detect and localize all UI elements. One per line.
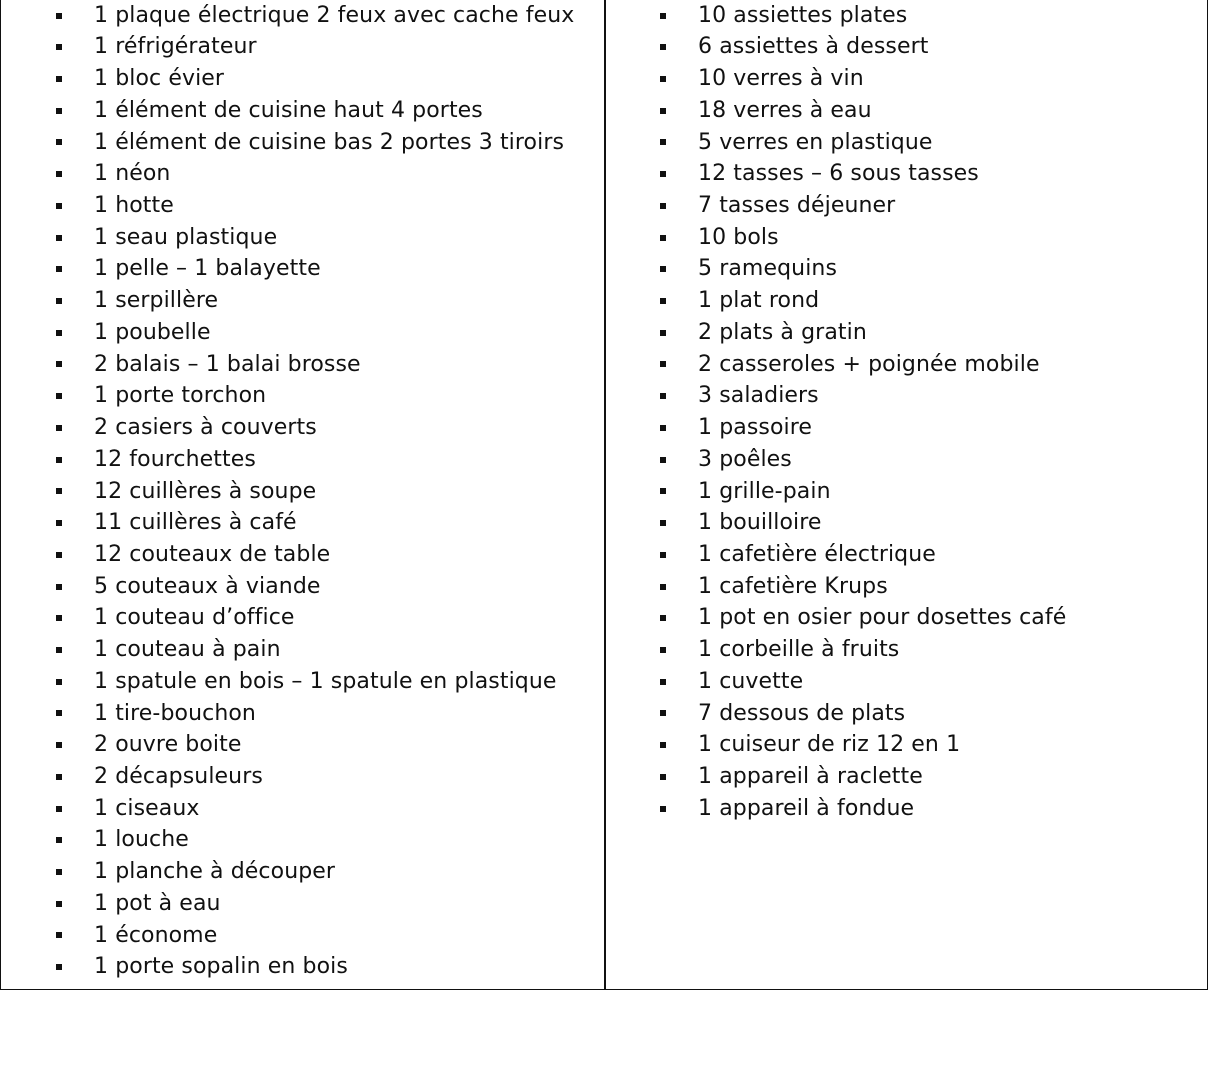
list-item (53, 507, 574, 539)
list-item-text: 1 plaque électrique 2 feux avec cache feux (94, 2, 575, 28)
list-item-text: 11 cuillères à café (94, 510, 297, 536)
square-bullet-icon (660, 139, 666, 145)
list-item-text: 1 cuiseur de riz 12 en 1 (698, 732, 961, 758)
list-item-text: 3 poêles (698, 446, 792, 472)
list-item (53, 793, 574, 825)
list-item (53, 127, 574, 159)
list-item (657, 666, 1066, 698)
square-bullet-icon (660, 330, 666, 336)
list-item-text: 1 néon (94, 161, 171, 187)
square-bullet-icon (56, 679, 62, 685)
list-item-text: 1 pot en osier pour dosettes café (698, 605, 1067, 631)
square-bullet-icon (660, 266, 666, 272)
list-item (53, 95, 574, 127)
list-item-text: 12 tasses – 6 sous tasses (698, 161, 979, 187)
list-item (657, 317, 1066, 349)
list-item-text: 1 appareil à raclette (698, 763, 923, 789)
square-bullet-icon (56, 552, 62, 558)
list-item-text: 10 verres à vin (698, 66, 864, 92)
list-item-text: 1 porte torchon (94, 383, 267, 409)
square-bullet-icon (56, 361, 62, 367)
square-bullet-icon (56, 139, 62, 145)
list-item-text: 12 cuillères à soupe (94, 478, 317, 504)
list-item-text: 6 assiettes à dessert (698, 34, 929, 60)
list-item (657, 793, 1066, 825)
square-bullet-icon (56, 742, 62, 748)
square-bullet-icon (56, 932, 62, 938)
list-item-text: 1 louche (94, 827, 189, 853)
square-bullet-icon (56, 584, 62, 590)
list-item (53, 222, 574, 254)
square-bullet-icon (660, 203, 666, 209)
square-bullet-icon (56, 806, 62, 812)
square-bullet-icon (660, 520, 666, 526)
list-item-text: 2 casseroles + poignée mobile (698, 351, 1040, 377)
list-item-text: 1 cafetière Krups (698, 573, 888, 599)
list-item (657, 476, 1066, 508)
square-bullet-icon (660, 647, 666, 653)
list-item (53, 602, 574, 634)
list-item (657, 571, 1066, 603)
square-bullet-icon (56, 901, 62, 907)
square-bullet-icon (56, 425, 62, 431)
square-bullet-icon (56, 457, 62, 463)
square-bullet-icon (56, 964, 62, 970)
list-item (53, 0, 574, 31)
list-item (53, 380, 574, 412)
list-item-text: 1 passoire (698, 415, 813, 441)
list-item (657, 190, 1066, 222)
list-item-text: 7 dessous de plats (698, 700, 906, 726)
list-item (53, 63, 574, 95)
list-item-text: 1 élément de cuisine haut 4 portes (94, 97, 483, 123)
list-item (53, 729, 574, 761)
left-column-list (53, 0, 574, 983)
square-bullet-icon (660, 774, 666, 780)
list-item (53, 571, 574, 603)
list-item-text: 12 fourchettes (94, 446, 256, 472)
list-item (657, 729, 1066, 761)
square-bullet-icon (660, 552, 666, 558)
list-item-text: 1 bloc évier (94, 66, 225, 92)
square-bullet-icon (660, 76, 666, 82)
list-item-text: 12 couteaux de table (94, 541, 331, 567)
list-item-text: 1 poubelle (94, 319, 211, 345)
square-bullet-icon (660, 235, 666, 241)
square-bullet-icon (56, 171, 62, 177)
square-bullet-icon (56, 76, 62, 82)
square-bullet-icon (56, 108, 62, 114)
square-bullet-icon (56, 774, 62, 780)
square-bullet-icon (56, 488, 62, 494)
square-bullet-icon (660, 488, 666, 494)
list-item (53, 920, 574, 952)
list-item (53, 539, 574, 571)
list-item (53, 349, 574, 381)
list-item (657, 158, 1066, 190)
list-item (53, 824, 574, 856)
square-bullet-icon (56, 520, 62, 526)
square-bullet-icon (56, 44, 62, 50)
list-item (657, 698, 1066, 730)
square-bullet-icon (660, 679, 666, 685)
list-item-text: 1 corbeille à fruits (698, 637, 900, 663)
list-item-text: 10 bols (698, 224, 779, 250)
list-item (53, 666, 574, 698)
list-item (657, 444, 1066, 476)
list-item (53, 31, 574, 63)
square-bullet-icon (660, 457, 666, 463)
list-item-text: 1 appareil à fondue (698, 795, 915, 821)
list-item (53, 317, 574, 349)
square-bullet-icon (56, 203, 62, 209)
list-item (657, 253, 1066, 285)
square-bullet-icon (660, 361, 666, 367)
list-item (53, 951, 574, 983)
square-bullet-icon (660, 425, 666, 431)
square-bullet-icon (56, 869, 62, 875)
square-bullet-icon (660, 710, 666, 716)
list-item-text: 1 planche à découper (94, 859, 336, 885)
list-item-text: 1 spatule en bois – 1 spatule en plastique (94, 668, 557, 694)
list-item-text: 1 serpillère (94, 288, 219, 314)
list-item (53, 761, 574, 793)
square-bullet-icon (660, 584, 666, 590)
square-bullet-icon (56, 13, 62, 19)
square-bullet-icon (56, 330, 62, 336)
list-item-text: 2 ouvre boite (94, 732, 242, 758)
list-item (657, 761, 1066, 793)
list-item-text: 5 verres en plastique (698, 129, 933, 155)
list-item-text: 1 couteau à pain (94, 637, 281, 663)
list-item-text: 1 tire-bouchon (94, 700, 256, 726)
list-item (657, 539, 1066, 571)
square-bullet-icon (660, 108, 666, 114)
list-item (53, 698, 574, 730)
list-item (657, 31, 1066, 63)
square-bullet-icon (56, 710, 62, 716)
square-bullet-icon (56, 615, 62, 621)
list-item (53, 253, 574, 285)
list-item (53, 888, 574, 920)
square-bullet-icon (660, 44, 666, 50)
list-item-text: 18 verres à eau (698, 97, 872, 123)
square-bullet-icon (56, 235, 62, 241)
list-item (657, 380, 1066, 412)
list-item (657, 95, 1066, 127)
list-item-text: 1 réfrigérateur (94, 34, 257, 60)
column-divider (604, 0, 606, 989)
square-bullet-icon (660, 615, 666, 621)
list-item-text: 1 cuvette (698, 668, 804, 694)
list-item-text: 1 économe (94, 922, 218, 948)
list-item-text: 5 ramequins (698, 256, 838, 282)
list-item (657, 412, 1066, 444)
list-item-text: 2 balais – 1 balai brosse (94, 351, 361, 377)
square-bullet-icon (56, 837, 62, 843)
list-item (53, 856, 574, 888)
list-item-text: 7 tasses déjeuner (698, 193, 896, 219)
list-item (53, 412, 574, 444)
list-item-text: 2 plats à gratin (698, 319, 867, 345)
list-item (53, 158, 574, 190)
list-item-text: 1 pot à eau (94, 890, 221, 916)
list-item (53, 634, 574, 666)
list-item-text: 1 porte sopalin en bois (94, 954, 348, 980)
square-bullet-icon (660, 13, 666, 19)
list-item (53, 444, 574, 476)
list-item (657, 602, 1066, 634)
list-item-text: 1 hotte (94, 193, 174, 219)
list-item (53, 285, 574, 317)
list-item (657, 285, 1066, 317)
list-item (53, 476, 574, 508)
list-item (53, 190, 574, 222)
list-item-text: 1 bouilloire (698, 510, 822, 536)
list-item-text: 1 grille-pain (698, 478, 831, 504)
list-item (657, 349, 1066, 381)
list-item (657, 507, 1066, 539)
list-item (657, 63, 1066, 95)
square-bullet-icon (56, 266, 62, 272)
list-item-text: 1 couteau d’office (94, 605, 295, 631)
list-item (657, 0, 1066, 31)
square-bullet-icon (56, 298, 62, 304)
list-item-text: 2 casiers à couverts (94, 415, 317, 441)
list-item-text: 1 élément de cuisine bas 2 portes 3 tiroirs (94, 129, 565, 155)
right-column-list (657, 0, 1066, 824)
list-item (657, 222, 1066, 254)
list-item-text: 5 couteaux à viande (94, 573, 321, 599)
list-item-text: 1 plat rond (698, 288, 820, 314)
list-item-text: 3 saladiers (698, 383, 819, 409)
square-bullet-icon (660, 298, 666, 304)
list-item-text: 1 cafetière électrique (698, 541, 936, 567)
square-bullet-icon (660, 806, 666, 812)
list-item-text: 1 seau plastique (94, 224, 278, 250)
square-bullet-icon (56, 647, 62, 653)
list-item-text: 2 décapsuleurs (94, 763, 263, 789)
square-bullet-icon (660, 171, 666, 177)
list-item-text: 1 pelle – 1 balayette (94, 256, 321, 282)
list-item-text: 1 ciseaux (94, 795, 200, 821)
square-bullet-icon (56, 393, 62, 399)
list-item-text: 10 assiettes plates (698, 2, 908, 28)
list-item (657, 634, 1066, 666)
square-bullet-icon (660, 742, 666, 748)
list-item (657, 127, 1066, 159)
square-bullet-icon (660, 393, 666, 399)
